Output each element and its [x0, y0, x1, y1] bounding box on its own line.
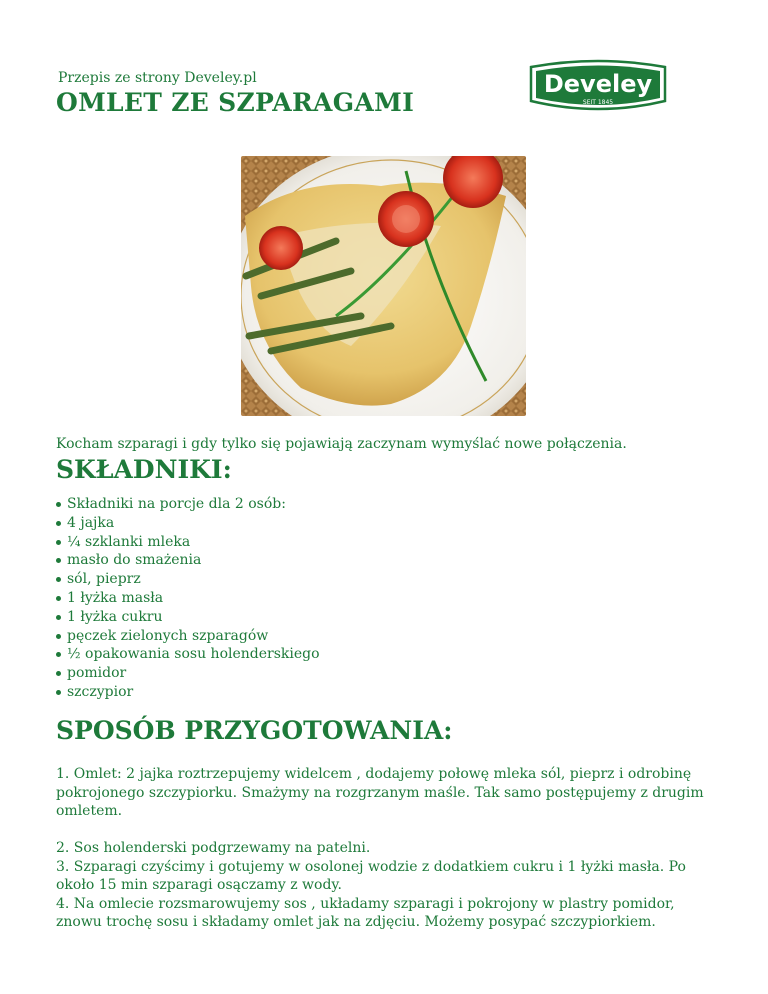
list-item: 1 łyżka masła: [56, 589, 320, 608]
preparation-steps: [56, 765, 716, 932]
intro-text: Kocham szparagi i gdy tylko się pojawiają zaczynam wymyślać nowe połączenia.: [56, 436, 627, 452]
list-item: masło do smażenia: [56, 551, 320, 570]
ingredients-heading: SKŁADNIKI:: [56, 455, 232, 484]
bullet-icon: [56, 615, 61, 620]
list-item: 4 jajka: [56, 514, 320, 533]
step-1: 1. Omlet: 2 jajka roztrzepujemy widelcem , dodajemy połowę mleka sól, pieprz i odrobinę pokrojonego szczypiorku. Smażymy na rozgrzanym maśle. Tak samo postępujemy z drugim omletem.: [56, 766, 704, 819]
list-item: pomidor: [56, 664, 320, 683]
step-3: 3. Szparagi czyścimy i gotujemy w osolonej wodzie z dodatkiem cukru i 1 łyżki masła. Po około 15 min szparagi osączamy z wody.: [56, 858, 686, 893]
omelette-photo: [241, 156, 526, 416]
svg-text:Develey: Develey: [543, 70, 653, 98]
bullet-icon: [56, 671, 61, 676]
list-item: szczypior: [56, 683, 320, 702]
bullet-icon: [56, 521, 61, 526]
list-item: 1 łyżka cukru: [56, 608, 320, 627]
step-2: 2. Sos holenderski podgrzewamy na patelni.: [56, 840, 371, 856]
bullet-icon: [56, 690, 61, 695]
list-item: pęczek zielonych szparagów: [56, 627, 320, 646]
source-line: Przepis ze strony Develey.pl: [58, 70, 257, 86]
list-item: Składniki na porcje dla 2 osób:: [56, 495, 320, 514]
bullet-icon: [56, 634, 61, 639]
list-item: sól, pieprz: [56, 570, 320, 589]
bullet-icon: [56, 540, 61, 545]
list-item: ½ opakowania sosu holenderskiego: [56, 645, 320, 664]
svg-text:SEIT 1845: SEIT 1845: [582, 99, 614, 106]
preparation-heading: SPOSÓB PRZYGOTOWANIA:: [56, 716, 453, 745]
step-4: 4. Na omlecie rozsmarowujemy sos , układamy szparagi i pokrojony w plastry pomidor, znowu trochę sosu i składamy omlet jak na zdjęciu. Możemy posypać szczypiorkiem.: [56, 895, 675, 930]
develey-logo: [525, 57, 671, 115]
bullet-icon: [56, 652, 61, 657]
recipe-title: OMLET ZE SZPARAGAMI: [56, 88, 415, 117]
ingredients-list: [56, 495, 320, 702]
bullet-icon: [56, 558, 61, 563]
list-item: ¼ szklanki mleka: [56, 533, 320, 552]
bullet-icon: [56, 502, 61, 507]
bullet-icon: [56, 596, 61, 601]
bullet-icon: [56, 577, 61, 582]
